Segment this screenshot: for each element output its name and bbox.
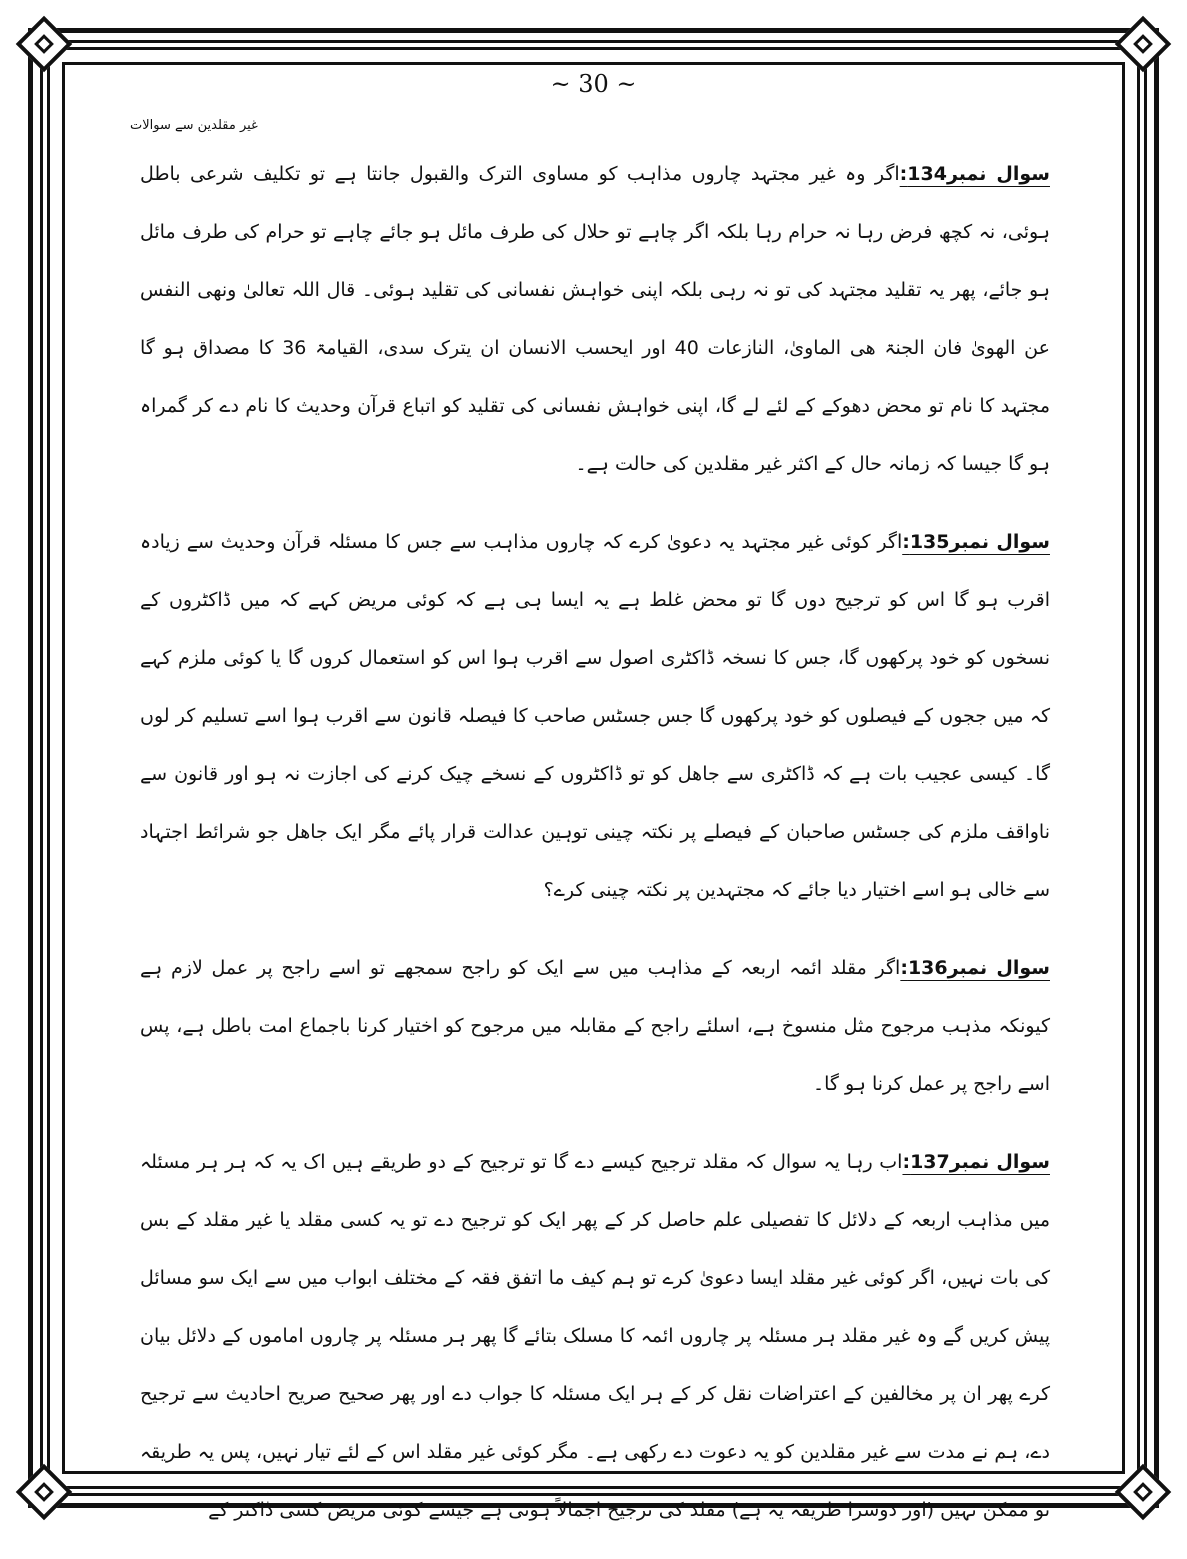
question-label: سوال نمبر135:	[902, 531, 1050, 553]
page-content	[140, 145, 1050, 1559]
question-137	[140, 1133, 1050, 1539]
question-label: سوال نمبر134:	[899, 163, 1050, 185]
question-text: اب رہا یہ سوال کہ مقلد ترجیح کیسے دے گا تو ترجیح کے دو طریقے ہیں اک یہ کہ ہر ہر مسئلہ میں مذاہب اربعہ کے دلائل کا تفصیلی علم حاصل کر کے پھر ایک کو ترجیح دے تو یہ کسی مقلد یا غیر مقلد کے بس کی بات نہیں، اگر کوئی غیر مقلد ایسا دعویٰ کرے تو ہم کیف ما اتفق فقہ کے مختلف ابواب میں سے ایک سو مسائل پیش کریں گے وہ غیر مقلد ہر مسئلہ پر چاروں ائمہ کا مسلک بتائے گا پھر ہر مسئلہ پر چاروں اماموں کے دلائل بیان کرے پھر ان پر مخالفین کے اعتراضات نقل کر کے ہر ایک مسئلہ کا جواب دے اور پھر صحیح صریح احادیث سے ترجیح دے، ہم نے مدت سے غیر مقلدین کو یہ دعوت دے رکھی ہے۔ مگر کوئی غیر مقلد اس کے لئے تیار نہیں، پس یہ طریقہ تو ممکن نہیں (اور دوسرا طریقہ یہ ہے) مقلد کی ترجیح اجمالاً ہوتی ہے جیسے کوئی مریض کسی ڈاکٹر کے	[140, 1151, 1050, 1521]
running-head: غیر مقلدین سے سوالات	[130, 118, 258, 133]
question-text: اگر وہ غیر مجتہد چاروں مذاہب کو مساوی الترک والقبول جانتا ہے تو تکلیف شرعی باطل ہوئی، نہ کچھ فرض رہا نہ حرام رہا بلکہ اگر چاہے تو حلال کی طرف مائل ہو جائے چاہے تو حرام کی طرف مائل ہو جائے، پھر یہ تقلید مجتہد کی تو نہ رہی بلکہ اپنی خواہش نفسانی کی تقلید ہوئی۔ قال اللہ تعالیٰ ونھی النفس عن الھویٰ فان الجنۃ ھی الماویٰ، النازعات 40 اور ایحسب الانسان ان یترک سدی، القیامۃ 36 کا مصداق ہو گا مجتہد کا نام تو محض دھوکے کے لئے لے گا، اپنی خواہش نفسانی کی تقلید کو اتباع قرآن وحدیث کا نام دے کر گمراہ ہو گا جیسا کہ زمانہ حال کے اکثر غیر مقلدین کی حالت ہے۔	[140, 163, 1050, 475]
question-136	[140, 939, 1050, 1113]
question-label: سوال نمبر137:	[902, 1151, 1050, 1173]
question-135	[140, 513, 1050, 919]
question-134	[140, 145, 1050, 493]
question-text: اگر مقلد ائمہ اربعہ کے مذاہب میں سے ایک کو راجح سمجھے تو اسے راجح پر عمل لازم ہے کیونکہ مذہب مرجوح مثل منسوخ ہے، اسلئے راجح کے مقابلہ میں مرجوح کو اختیار کرنا باجماع امت باطل ہے، پس اسے راجح پر عمل کرنا ہو گا۔	[140, 957, 1050, 1095]
question-label: سوال نمبر136:	[900, 957, 1050, 979]
question-text: اگر کوئی غیر مجتہد یہ دعویٰ کرے کہ چاروں مذاہب سے جس کا مسئلہ قرآن وحدیث سے زیادہ اقرب ہو گا اس کو ترجیح دوں گا تو محض غلط ہے یہ ایسا ہی ہے کہ کوئی مریض کہے کہ میں ڈاکٹروں کے نسخوں کو خود پرکھوں گا، جس کا نسخہ ڈاکٹری اصول سے اقرب ہوا اس کو استعمال کروں گا یا کوئی ملزم کہے کہ میں ججوں کے فیصلوں کو خود پرکھوں گا جس جسٹس صاحب کا فیصلہ قانون سے اقرب ہوا اسے تسلیم کر لوں گا۔ کیسی عجیب بات ہے کہ ڈاکٹری سے جاھل کو تو ڈاکٹروں کے نسخے چیک کرنے کی اجازت نہ ہو اور قانون سے ناواقف ملزم کی جسٹس صاحبان کے فیصلے پر نکتہ چینی توہین عدالت قرار پائے مگر ایک جاھل جو شرائط اجتہاد سے خالی ہو اسے اختیار دیا جائے کہ مجتہدین پر نکتہ چینی کرے؟	[140, 531, 1050, 901]
page-number: ~ 30 ~	[550, 70, 637, 98]
